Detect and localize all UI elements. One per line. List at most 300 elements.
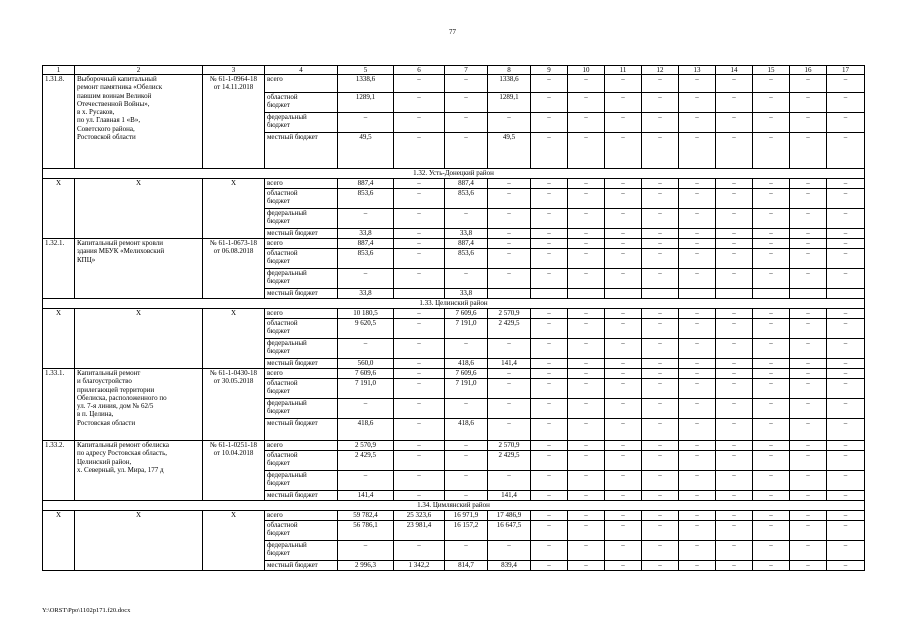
table-row bbox=[43, 369, 865, 379]
value-cell: – bbox=[394, 269, 445, 289]
value-cell: – bbox=[790, 541, 827, 561]
fund-label-text: областной bbox=[267, 451, 298, 459]
value-cell: – bbox=[642, 239, 679, 249]
value-cell: – bbox=[531, 521, 568, 541]
value-cell: – bbox=[716, 309, 753, 319]
value-cell bbox=[753, 289, 790, 299]
fund-label bbox=[265, 511, 338, 521]
value-cell: – bbox=[394, 541, 445, 561]
value-cell: – bbox=[445, 75, 488, 93]
value-cell: – bbox=[827, 339, 865, 359]
fund-label bbox=[265, 93, 338, 113]
value-cell: – bbox=[827, 189, 865, 209]
value-cell: – bbox=[827, 471, 865, 491]
value-cell: – bbox=[716, 359, 753, 369]
fund-label-text: федеральный bbox=[267, 399, 307, 407]
value-cell: – bbox=[679, 133, 716, 169]
value-cell: – bbox=[394, 93, 445, 113]
value-cell: – bbox=[679, 491, 716, 501]
value-cell: 7 609,6 bbox=[338, 369, 394, 379]
column-number: 2 bbox=[75, 66, 203, 75]
value-cell: – bbox=[827, 521, 865, 541]
value-cell: 839,4 bbox=[488, 561, 531, 571]
value-cell: 887,4 bbox=[338, 239, 394, 249]
value-cell: – bbox=[642, 521, 679, 541]
value-cell: – bbox=[679, 319, 716, 339]
fund-label-text: областной bbox=[267, 521, 298, 529]
value-cell: – bbox=[568, 209, 605, 229]
value-cell: – bbox=[827, 209, 865, 229]
value-cell: – bbox=[642, 451, 679, 471]
value-cell: 17 486,9 bbox=[488, 511, 531, 521]
value-cell: – bbox=[790, 209, 827, 229]
value-cell: – bbox=[790, 339, 827, 359]
value-cell: – bbox=[445, 93, 488, 113]
fund-label bbox=[265, 441, 338, 451]
value-cell: – bbox=[679, 419, 716, 441]
value-cell: – bbox=[445, 399, 488, 419]
value-cell: – bbox=[394, 359, 445, 369]
value-cell: – bbox=[827, 379, 865, 399]
item-name-line: Капитальный ремонт bbox=[77, 369, 141, 377]
fund-label-text: местный бюджет bbox=[267, 561, 318, 569]
value-cell: – bbox=[716, 491, 753, 501]
value-cell: – bbox=[679, 209, 716, 229]
value-cell: – bbox=[568, 379, 605, 399]
value-cell: – bbox=[642, 309, 679, 319]
value-cell: – bbox=[753, 359, 790, 369]
value-cell: – bbox=[605, 133, 642, 169]
value-cell: – bbox=[679, 541, 716, 561]
value-cell: – bbox=[394, 379, 445, 399]
fund-label-text: местный бюджет bbox=[267, 133, 318, 141]
value-cell: – bbox=[445, 113, 488, 133]
table-row bbox=[43, 309, 865, 319]
item-name bbox=[75, 369, 203, 441]
fund-label-text: областной bbox=[267, 379, 298, 387]
value-cell: 141,4 bbox=[488, 491, 531, 501]
value-cell: – bbox=[605, 209, 642, 229]
value-cell: – bbox=[790, 471, 827, 491]
fund-label bbox=[265, 133, 338, 169]
value-cell: – bbox=[679, 561, 716, 571]
value-cell: – bbox=[568, 451, 605, 471]
column-number: 5 bbox=[338, 66, 394, 75]
fund-label bbox=[265, 289, 338, 299]
item-number: 1.33.1. bbox=[43, 369, 75, 441]
section-title: 1.34. Цимлянский район bbox=[43, 501, 865, 511]
value-cell: – bbox=[568, 369, 605, 379]
value-cell: – bbox=[827, 249, 865, 269]
fund-label bbox=[265, 521, 338, 541]
value-cell: – bbox=[827, 179, 865, 189]
value-cell: 25 323,6 bbox=[394, 511, 445, 521]
value-cell: – bbox=[394, 113, 445, 133]
item-name-line: по адресу Ростовская область, bbox=[77, 449, 168, 458]
fund-label-text: областной bbox=[267, 249, 298, 257]
value-cell: 814,7 bbox=[445, 561, 488, 571]
value-cell: – bbox=[338, 541, 394, 561]
fund-label-text: бюджет bbox=[267, 101, 290, 110]
value-cell: 2 429,5 bbox=[338, 451, 394, 471]
x-mark: Х bbox=[203, 511, 265, 571]
fund-label bbox=[265, 451, 338, 471]
value-cell: – bbox=[753, 451, 790, 471]
value-cell bbox=[716, 289, 753, 299]
value-cell: – bbox=[827, 451, 865, 471]
value-cell: 1338,6 bbox=[338, 75, 394, 93]
value-cell: – bbox=[568, 319, 605, 339]
value-cell: – bbox=[679, 75, 716, 93]
column-number: 16 bbox=[790, 66, 827, 75]
value-cell: 49,5 bbox=[338, 133, 394, 169]
fund-label-text: местный бюджет bbox=[267, 289, 318, 297]
value-cell: – bbox=[531, 209, 568, 229]
value-cell: – bbox=[642, 419, 679, 441]
value-cell: – bbox=[605, 249, 642, 269]
value-cell: – bbox=[531, 451, 568, 471]
item-name-line: Целинский район, bbox=[77, 457, 132, 466]
value-cell: – bbox=[827, 441, 865, 451]
value-cell: – bbox=[568, 561, 605, 571]
x-mark: Х bbox=[203, 309, 265, 369]
value-cell: – bbox=[531, 471, 568, 491]
fund-label bbox=[265, 379, 338, 399]
value-cell: – bbox=[753, 441, 790, 451]
value-cell: – bbox=[488, 209, 531, 229]
value-cell: – bbox=[605, 369, 642, 379]
fund-label-text: всего bbox=[267, 309, 283, 317]
fund-label-text: бюджет bbox=[267, 257, 290, 266]
value-cell: – bbox=[605, 359, 642, 369]
item-name-line: ремонт памятника «Обелиск bbox=[77, 83, 163, 92]
value-cell: – bbox=[445, 471, 488, 491]
value-cell: – bbox=[338, 113, 394, 133]
value-cell: – bbox=[488, 369, 531, 379]
value-cell: – bbox=[642, 189, 679, 209]
value-cell: – bbox=[827, 399, 865, 419]
value-cell: – bbox=[568, 229, 605, 239]
file-path: Y:\ORST\Ppo\1102p171.f20.docx bbox=[42, 607, 131, 614]
value-cell: – bbox=[753, 541, 790, 561]
column-number: 11 bbox=[605, 66, 642, 75]
value-cell: – bbox=[679, 369, 716, 379]
item-name-line: здания МБУК «Мелиховский bbox=[77, 247, 165, 256]
value-cell: 16 647,5 bbox=[488, 521, 531, 541]
value-cell: – bbox=[394, 441, 445, 451]
fund-label bbox=[265, 399, 338, 419]
value-cell: – bbox=[394, 133, 445, 169]
value-cell: – bbox=[445, 133, 488, 169]
item-name-line: Выборочный капитальный bbox=[77, 75, 157, 83]
value-cell: 1 342,2 bbox=[394, 561, 445, 571]
fund-label-text: федеральный bbox=[267, 541, 307, 549]
value-cell: – bbox=[568, 359, 605, 369]
value-cell: – bbox=[531, 113, 568, 133]
section-row bbox=[43, 501, 865, 511]
value-cell: 1289,1 bbox=[488, 93, 531, 113]
value-cell: – bbox=[716, 189, 753, 209]
value-cell: – bbox=[568, 113, 605, 133]
column-number: 8 bbox=[488, 66, 531, 75]
fund-label-text: всего bbox=[267, 75, 283, 83]
item-name-line: Обелиска, расположенного по bbox=[77, 393, 167, 402]
value-cell: – bbox=[531, 561, 568, 571]
value-cell: 7 191,0 bbox=[445, 319, 488, 339]
value-cell: – bbox=[488, 249, 531, 269]
value-cell: – bbox=[753, 209, 790, 229]
value-cell: – bbox=[716, 319, 753, 339]
value-cell: – bbox=[642, 209, 679, 229]
column-number: 7 bbox=[445, 66, 488, 75]
value-cell: – bbox=[790, 399, 827, 419]
value-cell: 33,8 bbox=[338, 229, 394, 239]
fund-label-text: всего bbox=[267, 239, 283, 247]
fund-label bbox=[265, 113, 338, 133]
section-title: 1.32. Усть-Донецкий район bbox=[43, 169, 865, 179]
value-cell: – bbox=[488, 399, 531, 419]
value-cell: – bbox=[568, 521, 605, 541]
value-cell: – bbox=[605, 239, 642, 249]
value-cell: – bbox=[790, 521, 827, 541]
value-cell: 1338,6 bbox=[488, 75, 531, 93]
value-cell bbox=[568, 289, 605, 299]
value-cell: – bbox=[605, 441, 642, 451]
item-name bbox=[75, 239, 203, 299]
fund-label-text: местный бюджет bbox=[267, 419, 318, 427]
value-cell: – bbox=[753, 133, 790, 169]
value-cell: – bbox=[642, 113, 679, 133]
value-cell: 2 570,9 bbox=[488, 309, 531, 319]
value-cell: – bbox=[679, 113, 716, 133]
value-cell: 9 620,5 bbox=[338, 319, 394, 339]
value-cell: – bbox=[605, 399, 642, 419]
fund-label-text: местный бюджет bbox=[267, 229, 318, 237]
value-cell: – bbox=[531, 93, 568, 113]
value-cell: – bbox=[827, 491, 865, 501]
value-cell: – bbox=[394, 369, 445, 379]
value-cell: – bbox=[488, 239, 531, 249]
item-name-line: ул. 7-я линия, дом № 62/5 bbox=[77, 402, 154, 410]
value-cell: – bbox=[531, 491, 568, 501]
value-cell: – bbox=[605, 269, 642, 289]
value-cell: – bbox=[753, 379, 790, 399]
value-cell bbox=[790, 289, 827, 299]
value-cell: – bbox=[605, 309, 642, 319]
value-cell: – bbox=[605, 319, 642, 339]
value-cell: – bbox=[568, 419, 605, 441]
fund-label bbox=[265, 319, 338, 339]
value-cell: – bbox=[445, 209, 488, 229]
value-cell: – bbox=[531, 319, 568, 339]
value-cell: – bbox=[716, 209, 753, 229]
fund-label-text: всего bbox=[267, 441, 283, 449]
column-number: 6 bbox=[394, 66, 445, 75]
item-name-line: и благоустройство bbox=[77, 377, 132, 386]
value-cell: – bbox=[642, 491, 679, 501]
value-cell: – bbox=[394, 451, 445, 471]
item-document-line: № 61-1-0964-18 bbox=[210, 75, 257, 83]
value-cell: – bbox=[568, 93, 605, 113]
value-cell: – bbox=[827, 561, 865, 571]
budget-table bbox=[42, 65, 865, 571]
value-cell: – bbox=[488, 229, 531, 239]
fund-label-text: бюджет bbox=[267, 217, 290, 226]
value-cell: 887,4 bbox=[445, 239, 488, 249]
value-cell: 141,4 bbox=[488, 359, 531, 369]
value-cell: – bbox=[790, 179, 827, 189]
value-cell: – bbox=[605, 491, 642, 501]
fund-label-text: бюджет bbox=[267, 407, 290, 416]
value-cell: – bbox=[679, 249, 716, 269]
value-cell: 10 180,5 bbox=[338, 309, 394, 319]
value-cell: – bbox=[790, 419, 827, 441]
item-document bbox=[203, 441, 265, 501]
value-cell: – bbox=[827, 93, 865, 113]
value-cell: – bbox=[394, 229, 445, 239]
column-number: 1 bbox=[43, 66, 75, 75]
value-cell: – bbox=[642, 269, 679, 289]
value-cell: – bbox=[679, 179, 716, 189]
section-row bbox=[43, 299, 865, 309]
value-cell: – bbox=[790, 561, 827, 571]
value-cell: – bbox=[605, 419, 642, 441]
value-cell: – bbox=[642, 359, 679, 369]
column-number: 9 bbox=[531, 66, 568, 75]
value-cell: – bbox=[716, 521, 753, 541]
value-cell: – bbox=[716, 379, 753, 399]
x-mark: Х bbox=[43, 511, 75, 571]
value-cell bbox=[679, 289, 716, 299]
value-cell: – bbox=[790, 359, 827, 369]
value-cell: 853,6 bbox=[338, 189, 394, 209]
fund-label-text: бюджет bbox=[267, 327, 290, 336]
value-cell: – bbox=[790, 319, 827, 339]
section-row bbox=[43, 169, 865, 179]
x-mark: Х bbox=[75, 511, 203, 571]
value-cell: – bbox=[605, 541, 642, 561]
value-cell: – bbox=[605, 229, 642, 239]
value-cell: – bbox=[394, 249, 445, 269]
value-cell: – bbox=[716, 511, 753, 521]
value-cell: – bbox=[531, 75, 568, 93]
fund-label-text: федеральный bbox=[267, 471, 307, 479]
value-cell: – bbox=[394, 399, 445, 419]
value-cell: – bbox=[445, 441, 488, 451]
table-row bbox=[43, 179, 865, 189]
value-cell: – bbox=[394, 319, 445, 339]
value-cell: – bbox=[531, 189, 568, 209]
value-cell: – bbox=[716, 133, 753, 169]
item-name-line: Ростовской области bbox=[77, 132, 136, 141]
item-name-line: в х. Русаков, bbox=[77, 108, 115, 116]
value-cell: – bbox=[827, 541, 865, 561]
fund-label bbox=[265, 561, 338, 571]
value-cell: – bbox=[790, 451, 827, 471]
value-cell: – bbox=[394, 209, 445, 229]
fund-label bbox=[265, 369, 338, 379]
value-cell: – bbox=[753, 269, 790, 289]
value-cell: – bbox=[716, 339, 753, 359]
value-cell: – bbox=[488, 189, 531, 209]
x-mark: Х bbox=[203, 179, 265, 239]
value-cell: – bbox=[568, 75, 605, 93]
fund-label bbox=[265, 541, 338, 561]
value-cell: – bbox=[716, 75, 753, 93]
value-cell: – bbox=[531, 541, 568, 561]
value-cell: – bbox=[716, 399, 753, 419]
value-cell: – bbox=[531, 419, 568, 441]
fund-label bbox=[265, 491, 338, 501]
value-cell: – bbox=[605, 179, 642, 189]
value-cell: – bbox=[568, 471, 605, 491]
value-cell: – bbox=[488, 419, 531, 441]
value-cell: – bbox=[753, 249, 790, 269]
value-cell: – bbox=[568, 249, 605, 269]
item-name-line: Советского района, bbox=[77, 124, 135, 133]
value-cell: 853,6 bbox=[445, 249, 488, 269]
value-cell: – bbox=[679, 521, 716, 541]
value-cell: – bbox=[790, 133, 827, 169]
value-cell: – bbox=[531, 179, 568, 189]
item-name-line: Капитальный ремонт кровли bbox=[77, 239, 163, 247]
value-cell: – bbox=[642, 93, 679, 113]
value-cell: – bbox=[445, 541, 488, 561]
value-cell: – bbox=[679, 269, 716, 289]
value-cell bbox=[394, 289, 445, 299]
value-cell: – bbox=[827, 75, 865, 93]
value-cell: – bbox=[753, 369, 790, 379]
fund-label bbox=[265, 359, 338, 369]
value-cell: – bbox=[605, 113, 642, 133]
value-cell: 23 981,4 bbox=[394, 521, 445, 541]
value-cell: – bbox=[531, 359, 568, 369]
value-cell: 418,6 bbox=[445, 419, 488, 441]
value-cell: – bbox=[790, 113, 827, 133]
x-mark: Х bbox=[43, 309, 75, 369]
value-cell: – bbox=[753, 229, 790, 239]
column-number: 14 bbox=[716, 66, 753, 75]
value-cell: – bbox=[394, 189, 445, 209]
value-cell: – bbox=[716, 471, 753, 491]
value-cell: – bbox=[605, 471, 642, 491]
item-document-line: от 06.08.2018 bbox=[213, 247, 254, 256]
item-document-line: № 61-1-0673-18 bbox=[210, 239, 257, 247]
value-cell bbox=[642, 289, 679, 299]
value-cell bbox=[605, 289, 642, 299]
value-cell: – bbox=[642, 561, 679, 571]
fund-label-text: областной bbox=[267, 93, 298, 101]
value-cell: – bbox=[679, 471, 716, 491]
value-cell: – bbox=[642, 441, 679, 451]
value-cell: – bbox=[394, 179, 445, 189]
column-number: 4 bbox=[265, 66, 338, 75]
value-cell: – bbox=[642, 339, 679, 359]
value-cell: – bbox=[716, 369, 753, 379]
value-cell: – bbox=[716, 93, 753, 113]
value-cell: 1289,1 bbox=[338, 93, 394, 113]
value-cell: – bbox=[753, 511, 790, 521]
fund-label bbox=[265, 239, 338, 249]
value-cell: – bbox=[568, 309, 605, 319]
value-cell: – bbox=[827, 133, 865, 169]
item-name bbox=[75, 75, 203, 169]
value-cell: – bbox=[716, 541, 753, 561]
value-cell: – bbox=[827, 229, 865, 239]
fund-label-text: бюджет bbox=[267, 479, 290, 488]
value-cell: – bbox=[790, 269, 827, 289]
value-cell: – bbox=[716, 179, 753, 189]
